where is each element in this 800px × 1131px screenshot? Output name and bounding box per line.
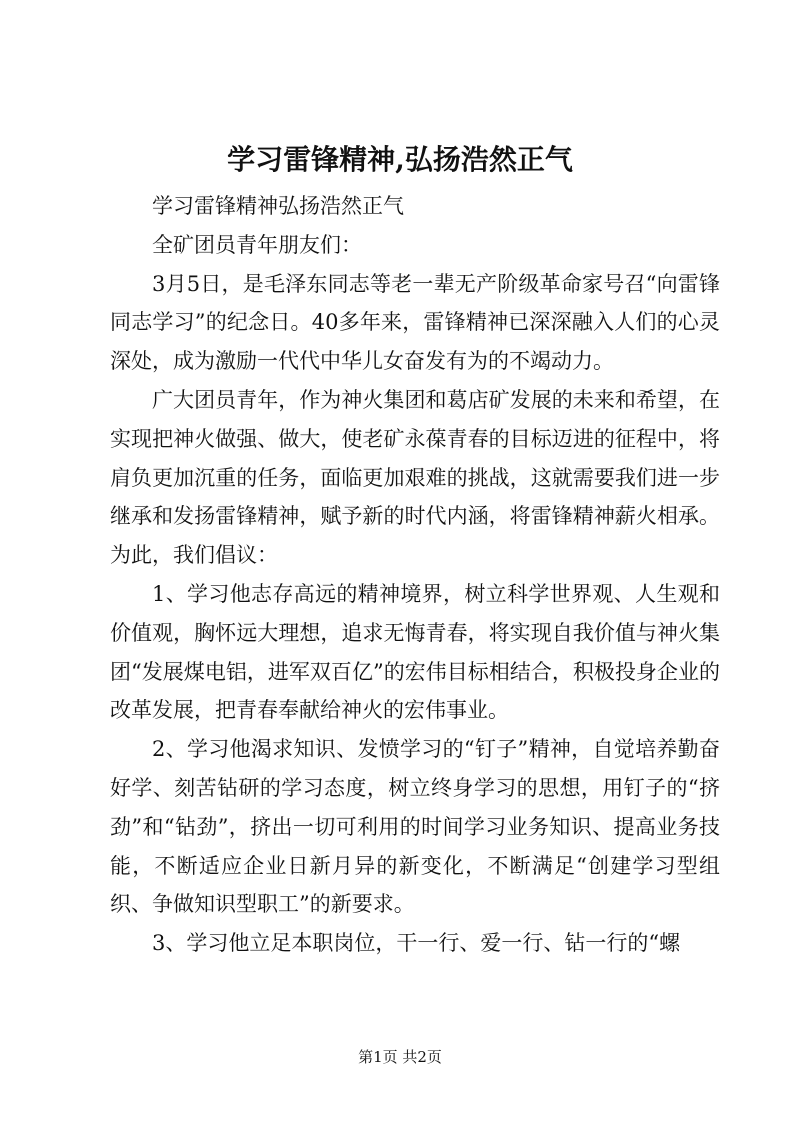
paragraph-subtitle: 学习雷锋精神弘扬浩然正气: [152, 194, 404, 218]
paragraph-item-2: 2、学习他渴求知识、发愤学习的“钉子”精神，自觉培养勤奋好学、刻苦钻研的学习态度，树立终身学习的思想，用钉子的“挤劲”和“钻劲”，挤出一切可利用的时间学习业务知识、提高业务技能，不断适应企业日新月异的新变化，不断满足“创建学习型组织、争做知识型职工”的新要求。: [110, 737, 720, 917]
page-number-footer: 第1页 共2页: [358, 1048, 442, 1066]
paragraph-item-3: 3、学习他立足本职岗位，干一行、爱一行、钻一行的“螺: [152, 931, 681, 956]
paragraph-call: 广大团员青年，作为神火集团和葛店矿发展的未来和希望，在实现把神火做强、做大，使老矿永葆青春的目标迈进的征程中，将肩负更加沉重的任务，面临更加艰难的挑战，这就需要我们进一步继承和发扬雷锋精神，赋予新的时代内涵，将雷锋精神薪火相承。为此，我们倡议：: [110, 387, 720, 568]
paragraph-item-1: 1、学习他志存高远的精神境界，树立科学世界观、人生观和价值观，胸怀远大理想，追求无悔青春，将实现自我价值与神火集团“发展煤电铝，进军双百亿”的宏伟目标相结合，积极投身企业的改革发展，把青春奉献给神火的宏伟事业。: [110, 581, 720, 723]
document-title: 学习雷锋精神,弘扬浩然正气: [227, 143, 573, 176]
document-body: [110, 187, 720, 963]
paragraph-salutation: 全矿团员青年朋友们：: [152, 232, 362, 257]
paragraph-intro: 3月5日，是毛泽东同志等老一辈无产阶级革命家号召“向雷锋同志学习”的纪念日。40多年来，雷锋精神已深深融入人们的心灵深处，成为激励一代代中华儿女奋发有为的不竭动力。: [110, 271, 720, 374]
